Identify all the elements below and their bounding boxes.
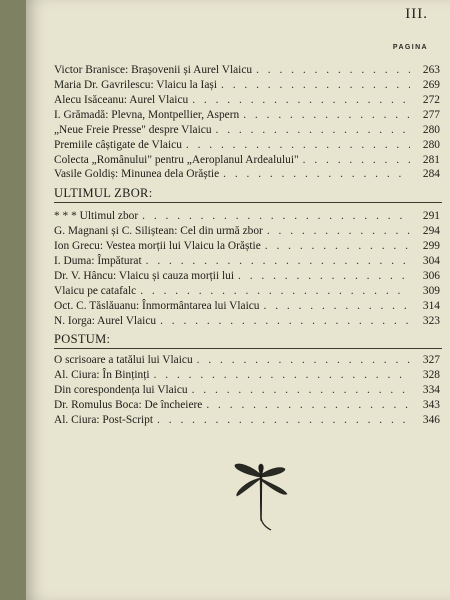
dot-leader <box>160 314 410 328</box>
entry-page: 304 <box>422 255 440 267</box>
entry-page: 314 <box>422 300 440 312</box>
dot-leader <box>223 167 410 181</box>
toc-entry <box>54 78 440 92</box>
entry-page: 263 <box>422 64 440 76</box>
toc-entry <box>54 254 440 268</box>
entry-title: Din corespondența lui Vlaicu <box>54 384 188 396</box>
entry-title: I. Duma: Împăturat <box>54 255 142 267</box>
entry-page: 280 <box>422 139 440 151</box>
entry-page: 343 <box>422 399 440 411</box>
page-number: III. <box>405 6 428 22</box>
entry-title: Alecu Isăceanu: Aurel Vlaicu <box>54 94 189 106</box>
entry-page: 280 <box>422 124 440 136</box>
entry-page: 334 <box>422 384 440 396</box>
dot-leader <box>303 153 410 167</box>
toc-entry <box>54 63 440 77</box>
toc-entry <box>54 368 440 382</box>
entry-title: Dr. V. Hâncu: Vlaicu și cauza morții lui <box>54 270 235 282</box>
dot-leader <box>265 239 410 253</box>
dot-leader <box>221 78 410 92</box>
dot-leader <box>146 254 410 268</box>
entry-title: „Neue Freie Presse" despre Vlaicu <box>54 124 212 136</box>
toc-entry <box>54 299 440 313</box>
dot-leader <box>154 368 410 382</box>
toc-entry <box>54 239 440 253</box>
dot-leader <box>186 138 410 152</box>
entry-title: Vasile Goldiș: Minunea dela Orăștie <box>54 168 220 180</box>
dot-leader <box>197 353 410 367</box>
toc-entry <box>54 224 440 238</box>
entry-page: 277 <box>422 109 440 121</box>
entry-title: Victor Branisce: Brașovenii și Aurel Vlaicu <box>54 64 253 76</box>
entry-page: 306 <box>422 270 440 282</box>
dot-leader <box>206 398 410 412</box>
entry-page: 346 <box>422 414 440 426</box>
toc-entry <box>54 153 440 167</box>
toc-entry <box>54 413 440 427</box>
toc-entry <box>54 353 440 367</box>
entry-title: Colecta „Românului" pentru „Aeroplanul Ardealului" <box>54 154 299 166</box>
toc-entry <box>54 383 440 397</box>
toc-entry <box>54 108 440 122</box>
entry-page: 294 <box>422 225 440 237</box>
entry-title: Maria Dr. Gavrilescu: Vlaicu la Iași <box>54 79 217 91</box>
entry-title: Premiile câștigate de Vlaicu <box>54 139 182 151</box>
section-rule <box>54 202 442 203</box>
section-rule <box>54 348 442 349</box>
section-heading: POSTUM: <box>54 332 111 346</box>
toc-entry <box>54 167 440 181</box>
dot-leader <box>238 269 410 283</box>
toc-entry <box>54 269 440 283</box>
entry-page: 281 <box>422 154 440 166</box>
entry-title: Ion Grecu: Vestea morții lui Vlaicu la Orăștie <box>54 240 261 252</box>
dot-leader <box>267 224 410 238</box>
dot-leader <box>256 63 410 77</box>
entry-page: 269 <box>422 79 440 91</box>
dot-leader <box>243 108 410 122</box>
dot-leader <box>192 383 410 397</box>
toc-entry <box>54 398 440 412</box>
toc-entry <box>54 93 440 107</box>
entry-title: Al. Ciura: Post-Script <box>54 414 154 426</box>
dot-leader <box>140 284 410 298</box>
toc-entry <box>54 314 440 328</box>
entry-title: G. Magnani și C. Siliștean: Cel din urmă zbor <box>54 225 263 237</box>
entry-page: 327 <box>422 354 440 366</box>
entry-title: Vlaicu pe catafalc <box>54 285 137 297</box>
entry-page: 272 <box>422 94 440 106</box>
dot-leader <box>216 123 410 137</box>
entry-title: Dr. Romulus Boca: De încheiere <box>54 399 203 411</box>
entry-title: N. Iorga: Aurel Vlaicu <box>54 315 157 327</box>
column-label: PAGINA <box>392 44 428 51</box>
entry-page: 323 <box>422 315 440 327</box>
toc-entry <box>54 123 440 137</box>
entry-title: Al. Ciura: În Binținți <box>54 369 150 381</box>
entry-title: * * * Ultimul zbor <box>54 210 139 222</box>
dot-leader <box>192 93 410 107</box>
dot-leader <box>157 413 410 427</box>
entry-page: 291 <box>422 210 440 222</box>
dot-leader <box>264 299 411 313</box>
toc-entry <box>54 138 440 152</box>
book-page <box>26 0 450 600</box>
entry-page: 328 <box>422 369 440 381</box>
entry-title: O scrisoare a tatălui lui Vlaicu <box>54 354 193 366</box>
dragonfly-icon <box>231 460 291 532</box>
section-heading: ULTIMUL ZBOR: <box>54 186 153 200</box>
entry-title: I. Grămadă: Plevna, Montpellier, Aspern <box>54 109 240 121</box>
entry-page: 299 <box>422 240 440 252</box>
dot-leader <box>142 209 410 223</box>
entry-page: 284 <box>422 168 440 180</box>
entry-page: 309 <box>422 285 440 297</box>
toc-entry <box>54 284 440 298</box>
toc-entry <box>54 209 440 223</box>
entry-title: Oct. C. Tăslăuanu: Înmormântarea lui Vlaicu <box>54 300 260 312</box>
